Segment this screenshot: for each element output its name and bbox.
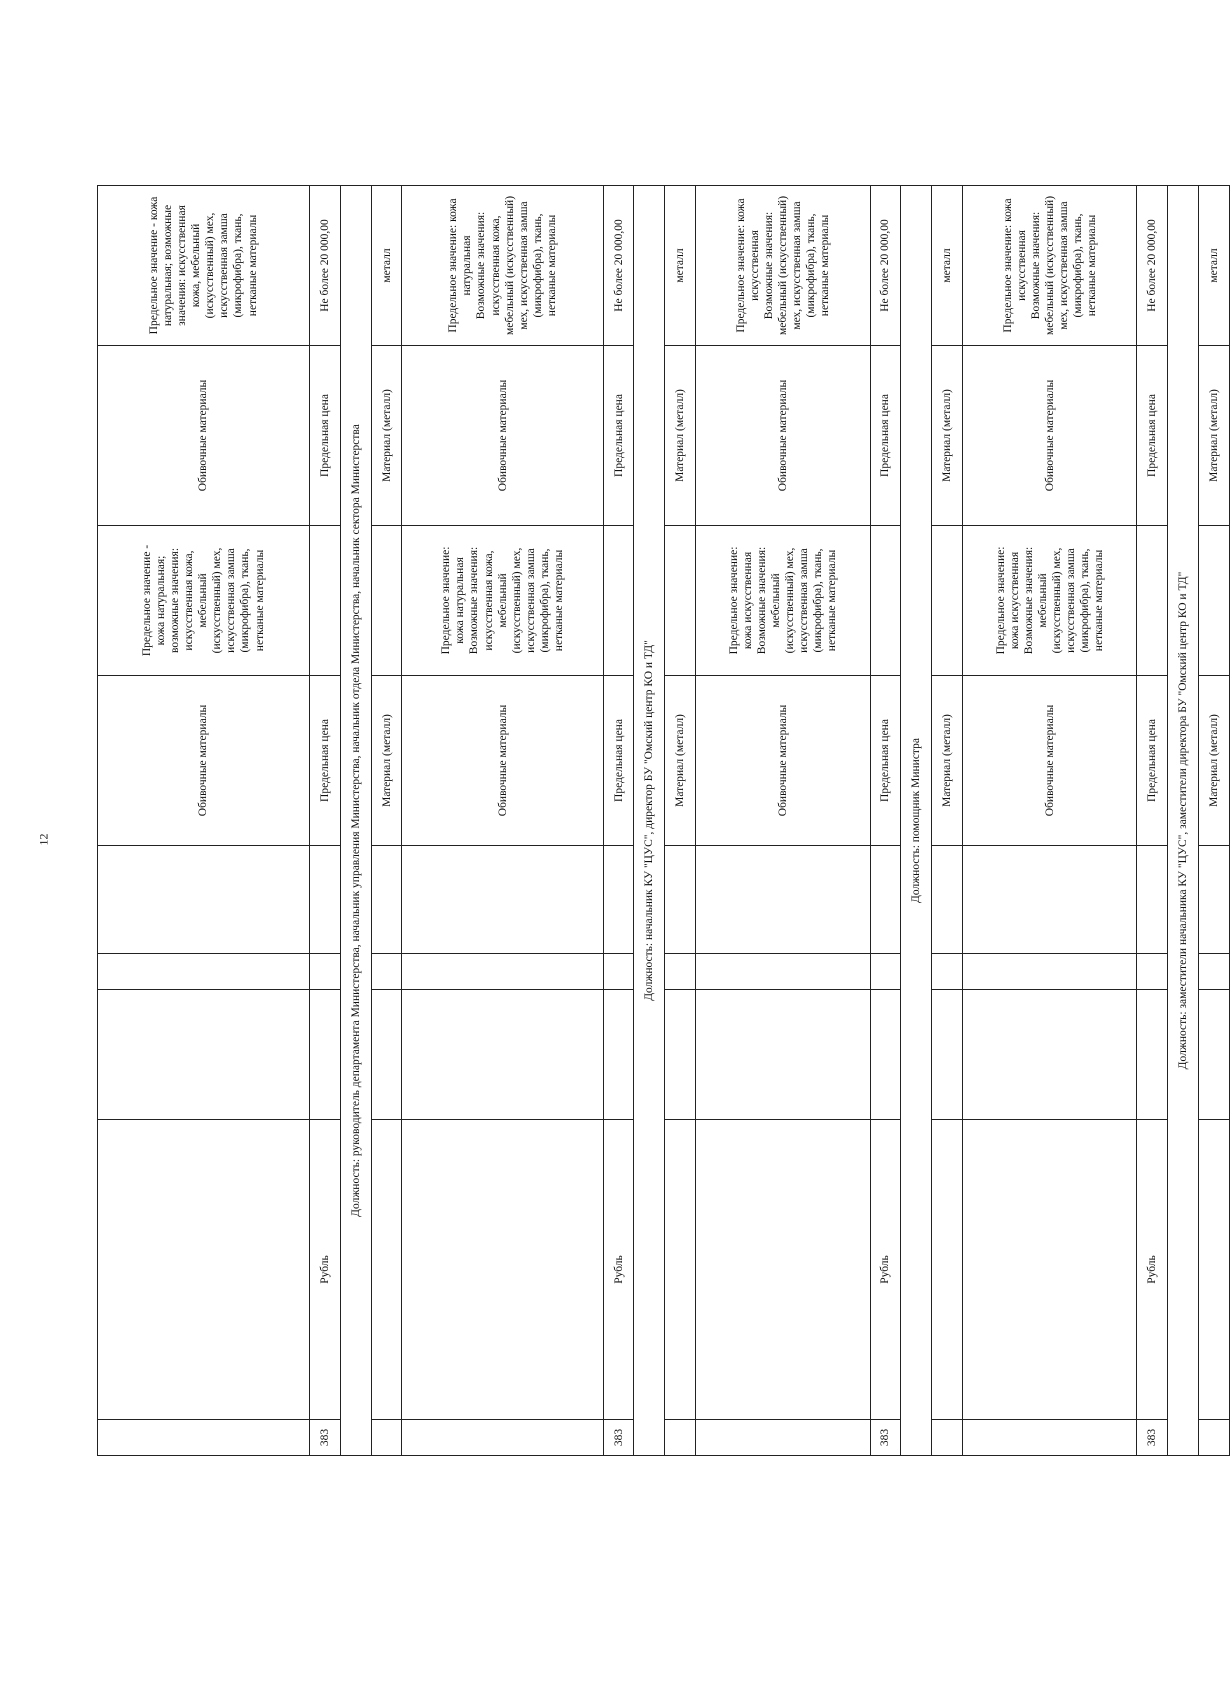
cell-material: Материал (металл) [665,346,696,526]
cell-limit-value: Предельное значение: кожа искусственная Возможные значения: мебельный (искусственный) мех, искусственная замша (микрофибра), ткань, нетканые материалы [696,526,870,676]
cell-material: Материал (металл) [932,676,963,846]
cell-upholstery: Обивочные материалы [963,346,1137,526]
table-row [1168,186,1199,1456]
cell-okei-code: 383 [309,1420,340,1456]
page-number: 12 [36,833,51,846]
table-row [1137,186,1168,1456]
table-row [932,186,963,1456]
cell-price-label: Предельная цена [870,346,901,526]
cell-unit: Рубль [603,1120,634,1420]
position-header: Должность: заместители начальника КУ "ЦУС", заместители директора БУ "Омский центр КО и ТД" [1168,186,1199,1456]
cell-limit-value: Предельное значение: кожа натуральная Возможные значения: искусственная кожа, мебельный (искусственный) мех, искусственная замша (микрофибра), ткань, нетканые материалы [402,526,603,676]
cell-okei-code: 383 [870,1420,901,1456]
table-row [371,186,402,1456]
cell-upholstery: Обивочные материалы [696,676,870,846]
cell-price-limit: Не более 20 000,00 [870,186,901,346]
table-row [634,186,665,1456]
table-row [870,186,901,1456]
table-row [696,186,870,1456]
cell-material: Материал (металл) [371,346,402,526]
cell-metal: металл [932,186,963,346]
table-row [402,186,603,1456]
table-row [603,186,634,1456]
cell-metal: металл [371,186,402,346]
table-row [98,186,310,1456]
cell-material: Материал (металл) [1199,676,1230,846]
cell-price-label: Предельная цена [1137,676,1168,846]
cell-price-label: Предельная цена [309,676,340,846]
cell-unit: Рубль [870,1120,901,1420]
cell-okei-code: 383 [603,1420,634,1456]
cell-metal: металл [665,186,696,346]
cell-limit-value: Предельное значение: кожа натуральная Возможные значения: искусственная кожа, мебельный (искусственный) мех, искусственная замша (микрофибра), ткань, нетканые материалы [402,186,603,346]
cell-price-limit: Не более 20 000,00 [309,186,340,346]
requirements-table [97,185,1230,1456]
cell-upholstery: Обивочные материалы [402,346,603,526]
position-header: Должность: начальник КУ "ЦУС", директор БУ "Омский центр КО и ТД" [634,186,665,1456]
rotated-table-container [97,186,1230,1456]
cell-upholstery: Обивочные материалы [98,346,310,526]
cell-upholstery: Обивочные материалы [696,346,870,526]
table-row [963,186,1137,1456]
cell-limit-value: Предельное значение: кожа искусственная Возможные значения: мебельный (искусственный) мех, искусственная замша (микрофибра), ткань, нетканые материалы [963,526,1137,676]
cell-price-label: Предельная цена [603,676,634,846]
cell-upholstery: Обивочные материалы [98,676,310,846]
cell-upholstery: Обивочные материалы [963,676,1137,846]
cell-price-limit: Не более 20 000,00 [1137,186,1168,346]
cell-unit: Рубль [1137,1120,1168,1420]
cell-material: Материал (металл) [371,676,402,846]
cell-metal: металл [1199,186,1230,346]
cell-price-label: Предельная цена [603,346,634,526]
cell-price-label: Предельная цена [870,676,901,846]
cell-upholstery: Обивочные материалы [402,676,603,846]
cell-material: Материал (металл) [665,676,696,846]
table-row [309,186,340,1456]
table-row [901,186,932,1456]
table-row [340,186,371,1456]
cell-price-label: Предельная цена [1137,346,1168,526]
cell-price-label: Предельная цена [309,346,340,526]
table-row [1199,186,1230,1456]
cell-limit-value: Предельное значение: кожа искусственная Возможные значения: мебельный (искусственный) мех, искусственная замша (микрофибра), ткань, нетканые материалы [963,186,1137,346]
cell-okei-code: 383 [1137,1420,1168,1456]
cell-limit-value: Предельное значение - кожа натуральная; возможные значения: искусственная кожа, мебельный (искусственный) мех, искусственная замша (микрофибра), ткань, нетканые материалы [98,526,310,676]
cell-material: Материал (металл) [1199,346,1230,526]
position-header: Должность: руководитель департамента Министерства, начальник управления Министерства, начальник отдела Министерства, начальник сектора Министерства [340,186,371,1456]
cell-limit-value: Предельное значение: кожа искусственная Возможные значения: мебельный (искусственный) мех, искусственная замша (микрофибра), ткань, нетканые материалы [696,186,870,346]
cell-limit-value: Предельное значение - кожа натуральная; возможные значения: искусственная кожа, мебельный (искусственный) мех, искусственная замша (микрофибра), ткань, нетканые материалы [98,186,310,346]
cell-material: Материал (металл) [932,346,963,526]
position-header: Должность: помощник Министра [901,186,932,1456]
cell-price-limit: Не более 20 000,00 [603,186,634,346]
table-row [665,186,696,1456]
cell-unit: Рубль [309,1120,340,1420]
